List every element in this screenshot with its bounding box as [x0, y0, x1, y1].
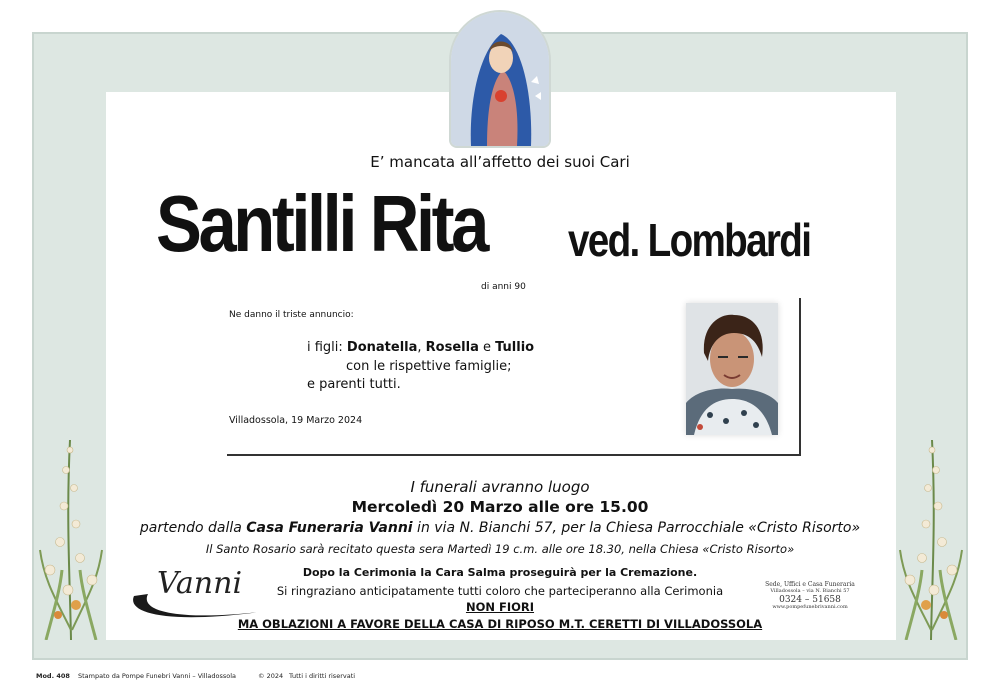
footer-model: Mod. 408	[36, 672, 70, 680]
lily-decoration-right	[896, 430, 966, 640]
vanni-logo-text: Vanni	[157, 566, 243, 601]
no-flowers-text: NON FIORI	[465, 600, 535, 614]
footer-rights: Tutti i diritti riservati	[289, 672, 356, 680]
child-name: Tullio	[495, 340, 535, 355]
footer-copyright: © 2024	[258, 672, 284, 680]
lily-decoration-left	[36, 430, 106, 640]
contact-website: www.pompefunebrivanni.com	[772, 603, 848, 610]
donations-text: MA OBLAZIONI A FAVORE DELLA CASA DI RIPOSO M.T. CERETTI DI VILLADOSSOLA	[237, 617, 763, 631]
contact-line: Sede, Uffici e Casa Funeraria	[765, 581, 855, 588]
child-name: Donatella	[346, 340, 418, 355]
funeral-intro: I funerali avranno luogo	[410, 478, 590, 496]
separator: ,	[417, 340, 426, 355]
rosary-text: Il Santo Rosario sarà recitato questa sera Martedì 19 c.m. alle ore 18.30, nella Chiesa «Cristo Risorto»	[205, 542, 795, 556]
thanks-text: Si ringraziano anticipatamente tutti coloro che parteciperanno alla Cerimonia	[276, 584, 724, 598]
families-line: con le rispettive famiglie;	[346, 359, 512, 374]
children-prefix: i figli:	[307, 340, 347, 355]
children-line	[307, 340, 534, 355]
contact-info	[762, 582, 858, 611]
funeral-route	[0, 520, 1000, 536]
intro-text: E’ mancata all’affetto dei suoi Cari	[370, 153, 630, 171]
deceased-name	[156, 178, 540, 270]
cremation-text: Dopo la Cerimonia la Cara Salma proseguirà per la Cremazione.	[302, 566, 698, 579]
footer-printed-by: Stampato da Pompe Funebri Vanni – Villadossola	[78, 672, 237, 680]
age-text: di anni 90	[481, 282, 526, 292]
deceased-name-widow: ved. Lombardi	[568, 214, 811, 266]
announcement-title: Ne danno il triste annuncio:	[229, 310, 354, 320]
route-part: in via N. Bianchi 57, per la Chiesa Parrocchiale «Cristo Risorto»	[412, 520, 861, 536]
child-name: Rosella	[425, 340, 479, 355]
deceased-name-main: Santilli Rita	[156, 179, 486, 268]
route-part: partendo dalla	[139, 520, 247, 536]
separator: e	[478, 340, 496, 355]
funeral-datetime: Mercoledì 20 Marzo alle ore 15.00	[351, 498, 649, 516]
contact-address: Villadossola – via N. Bianchi 57	[770, 587, 850, 594]
place-date: Villadossola, 19 Marzo 2024	[229, 415, 363, 426]
contact-phone: 0324 – 51658	[779, 594, 841, 605]
relatives-line: e parenti tutti.	[307, 377, 401, 392]
funeral-home-name: Casa Funeraria Vanni	[246, 520, 413, 536]
deceased-photo	[686, 303, 778, 435]
madonna-image	[451, 12, 549, 146]
